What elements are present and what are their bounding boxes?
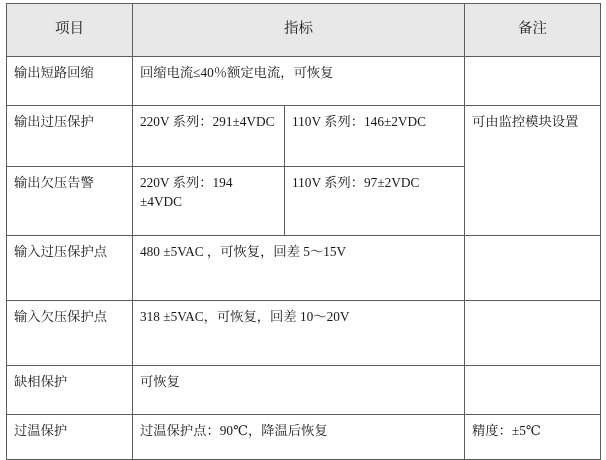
table-row	[7, 415, 601, 460]
table-header-row	[7, 4, 601, 57]
row-note-value	[465, 301, 601, 366]
row-spec-value-220v: 220V 系列：291±4VDC	[133, 106, 285, 167]
row-spec-value: 回缩电流≤40％额定电流，可恢复	[133, 57, 465, 106]
row-item-label: 输出过压保护	[7, 106, 133, 167]
row-note-value: 精度：±5℃	[465, 415, 601, 460]
table-row	[7, 106, 601, 167]
table-row	[7, 57, 601, 106]
row-spec-value: 318 ±5VAC，可恢复，回差 10～20V	[133, 301, 465, 366]
row-item-label: 输入欠压保护点	[7, 301, 133, 366]
row-spec-value: 过温保护点：90℃，降温后恢复	[133, 415, 465, 460]
row-item-label: 输出欠压告警	[7, 167, 133, 236]
row-spec-value: 480 ±5VAC ，可恢复，回差 5～15V	[133, 236, 465, 301]
row-item-label: 输出短路回缩	[7, 57, 133, 106]
row-spec-value-110v: 110V 系列：97±2VDC	[285, 167, 465, 236]
table-row	[7, 301, 601, 366]
row-note-value	[465, 236, 601, 301]
row-item-label: 缺相保护	[7, 366, 133, 415]
column-header-item: 项目	[7, 4, 133, 57]
column-header-spec: 指标	[133, 4, 465, 57]
row-note-value: 可由监控模块设置	[465, 106, 601, 236]
row-spec-value-110v: 110V 系列：146±2VDC	[285, 106, 465, 167]
row-spec-value-220v: 220V 系列：194 ±4VDC	[133, 167, 285, 236]
table-row	[7, 236, 601, 301]
row-item-label: 输入过压保护点	[7, 236, 133, 301]
row-note-value	[465, 57, 601, 106]
row-item-label: 过温保护	[7, 415, 133, 460]
row-note-value	[465, 366, 601, 415]
table-row	[7, 366, 601, 415]
row-spec-value: 可恢复	[133, 366, 465, 415]
column-header-note: 备注	[465, 4, 601, 57]
specification-table	[6, 3, 601, 460]
